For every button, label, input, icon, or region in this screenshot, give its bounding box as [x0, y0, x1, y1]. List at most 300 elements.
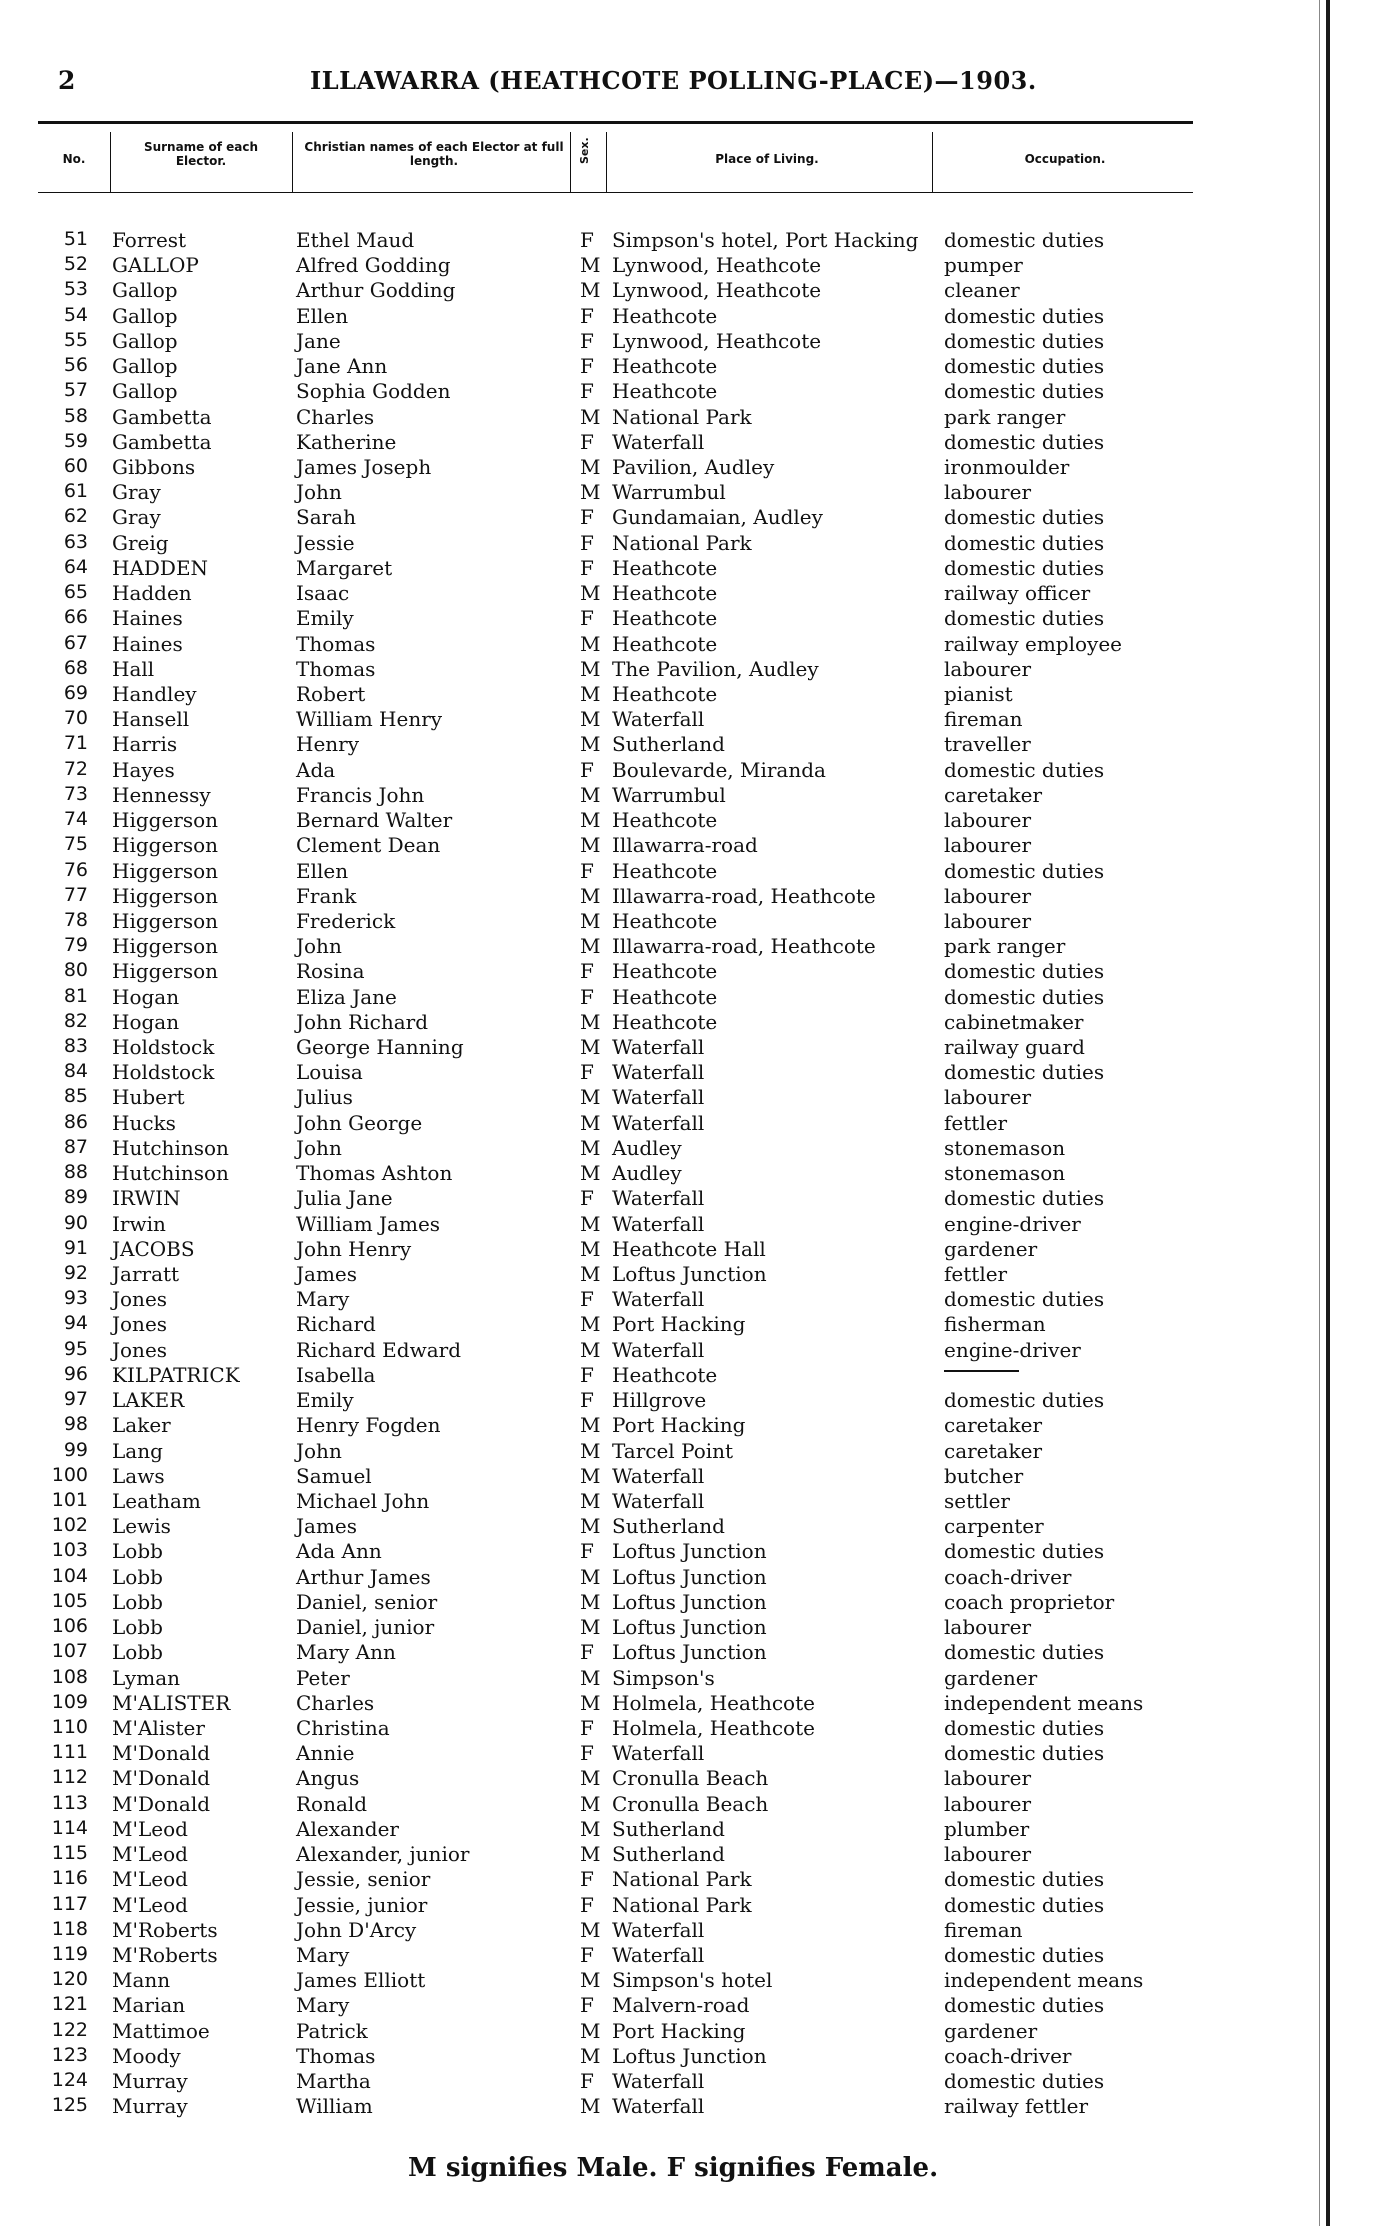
elector-surname: Gallop [112, 278, 178, 303]
elector-sex: M [580, 253, 601, 278]
elector-sex: M [580, 2094, 601, 2119]
elector-number: 97 [63, 1388, 88, 1411]
elector-place: Loftus Junction [612, 1262, 767, 1287]
table-row [0, 1489, 1382, 1514]
elector-christian-names: Mary [296, 1993, 350, 2018]
elector-occupation: labourer [944, 480, 1032, 505]
elector-place: Lynwood, Heathcote [612, 278, 822, 303]
table-row [0, 758, 1382, 783]
elector-surname: Higgerson [112, 934, 219, 959]
table-row [0, 2019, 1382, 2044]
table-row [0, 1111, 1382, 1136]
elector-christian-names: Patrick [296, 2018, 368, 2043]
elector-number: 106 [51, 1615, 88, 1638]
elector-occupation: labourer [944, 1085, 1032, 1110]
elector-occupation: park ranger [944, 934, 1066, 959]
elector-christian-names: Henry Fogden [296, 1413, 441, 1438]
elector-place: The Pavilion, Audley [612, 656, 819, 681]
elector-number: 69 [63, 681, 88, 704]
elector-number: 76 [63, 858, 88, 881]
elector-occupation: domestic duties [944, 429, 1105, 454]
elector-occupation: domestic duties [944, 1867, 1105, 1892]
elector-surname: Haines [112, 631, 183, 656]
elector-place: Heathcote [612, 1009, 718, 1034]
elector-christian-names: Alfred Godding [296, 253, 451, 278]
elector-occupation: plumber [944, 1816, 1030, 1841]
table-row [0, 329, 1382, 354]
table-row [0, 732, 1382, 757]
elector-occupation: fireman [944, 707, 1023, 732]
elector-number: 62 [63, 505, 88, 528]
table-row [0, 354, 1382, 379]
table-row [0, 1262, 1382, 1287]
elector-sex: M [580, 1791, 601, 1816]
col-header-occupation: Occupation. [1024, 152, 1106, 166]
table-row [0, 657, 1382, 682]
col-header-sex: Sex. [578, 137, 591, 164]
elector-christian-names: Jessie, senior [296, 1867, 431, 1892]
elector-occupation: independent means [944, 1968, 1144, 1993]
table-row [0, 531, 1382, 556]
elector-place: Port Hacking [612, 1413, 746, 1438]
elector-number: 112 [51, 1766, 88, 1789]
table-row [0, 1136, 1382, 1161]
elector-number: 51 [63, 228, 88, 250]
elector-surname: Gray [112, 505, 161, 530]
elector-number: 81 [63, 984, 88, 1007]
elector-place: Cronulla Beach [612, 1791, 769, 1816]
elector-christian-names: Julius [296, 1085, 353, 1110]
elector-surname: IRWIN [112, 1186, 181, 1211]
elector-place: Loftus Junction [612, 1539, 767, 1564]
elector-surname: Higgerson [112, 883, 219, 908]
table-row [0, 682, 1382, 707]
col-header-no: No. [62, 152, 86, 166]
elector-sex: M [580, 1262, 601, 1287]
elector-sex: F [580, 429, 594, 454]
elector-sex: F [580, 228, 594, 252]
elector-surname: M'Donald [112, 1791, 211, 1816]
table-row [0, 253, 1382, 278]
elector-occupation: stonemason [944, 1161, 1066, 1186]
elector-place: Heathcote [612, 631, 718, 656]
elector-place: Heathcote [612, 908, 718, 933]
elector-christian-names: Robert [296, 681, 366, 706]
elector-surname: Hucks [112, 1110, 176, 1135]
elector-sex: M [580, 1564, 601, 1589]
elector-occupation: traveller [944, 732, 1031, 757]
elector-christian-names: Louisa [296, 1060, 363, 1085]
table-row [0, 1237, 1382, 1262]
table-row [0, 1388, 1382, 1413]
column-divider [110, 132, 111, 192]
column-divider [570, 132, 571, 192]
elector-place: Waterfall [612, 1463, 705, 1488]
elector-place: Heathcote [612, 808, 718, 833]
sex-legend: M signifies Male. F signifies Female. [408, 2153, 939, 2183]
elector-sex: F [580, 354, 594, 379]
elector-surname: KILPATRICK [112, 1362, 240, 1387]
elector-place: Heathcote [612, 581, 718, 606]
elector-surname: M'Donald [112, 1766, 211, 1791]
elector-number: 72 [63, 757, 88, 780]
elector-place: Loftus Junction [612, 1564, 767, 1589]
elector-sex: M [580, 454, 601, 479]
elector-sex: F [580, 1388, 594, 1413]
elector-surname: Lobb [112, 1564, 163, 1589]
elector-surname: M'Leod [112, 1892, 188, 1917]
elector-occupation: pianist [944, 681, 1013, 706]
elector-occupation: labourer [944, 1615, 1032, 1640]
elector-place: Loftus Junction [612, 2043, 767, 2068]
elector-place: Simpson's hotel, Port Hacking [612, 228, 919, 252]
elector-surname: Murray [112, 2094, 188, 2119]
elector-place: Loftus Junction [612, 1640, 767, 1665]
elector-surname: HADDEN [112, 555, 209, 580]
elector-christian-names: Clement Dean [296, 833, 441, 858]
table-row [0, 278, 1382, 303]
elector-place: Waterfall [612, 1287, 705, 1312]
elector-place: Heathcote [612, 959, 718, 984]
elector-number: 52 [63, 253, 88, 276]
elector-christian-names: John D'Arcy [296, 1917, 417, 1942]
occupation-blank-dash [944, 1370, 1019, 1372]
elector-number: 105 [51, 1589, 88, 1612]
elector-sex: M [580, 1337, 601, 1362]
elector-number: 59 [63, 429, 88, 452]
elector-sex: F [580, 1186, 594, 1211]
elector-surname: Lang [112, 1438, 163, 1463]
elector-surname: Harris [112, 732, 178, 757]
elector-number: 108 [51, 1665, 88, 1688]
elector-surname: Handley [112, 681, 197, 706]
elector-occupation: domestic duties [944, 1388, 1105, 1413]
column-divider [606, 132, 607, 192]
elector-occupation: domestic duties [944, 328, 1105, 353]
elector-christian-names: Emily [296, 1388, 354, 1413]
elector-sex: M [580, 1514, 601, 1539]
elector-place: Warrumbul [612, 782, 726, 807]
elector-christian-names: James [296, 1262, 358, 1287]
elector-place: Gundamaian, Audley [612, 505, 823, 530]
elector-christian-names: James [296, 1514, 358, 1539]
page-title: ILLAWARRA (HEATHCOTE POLLING-PLACE)—1903. [310, 66, 1037, 95]
table-row [0, 959, 1382, 984]
elector-surname: M'ALISTER [112, 1690, 231, 1715]
elector-surname: Hogan [112, 1009, 180, 1034]
elector-surname: Laws [112, 1463, 165, 1488]
table-row [0, 581, 1382, 606]
page-edge-shadow [1319, 0, 1320, 2226]
elector-sex: F [580, 1060, 594, 1085]
elector-occupation: fisherman [944, 1312, 1046, 1337]
elector-christian-names: Ada Ann [296, 1539, 382, 1564]
elector-place: Waterfall [612, 429, 705, 454]
elector-sex: M [580, 1085, 601, 1110]
elector-sex: M [580, 1766, 601, 1791]
elector-place: Waterfall [612, 1186, 705, 1211]
elector-sex: F [580, 1993, 594, 2018]
elector-occupation: labourer [944, 883, 1032, 908]
elector-number: 68 [63, 656, 88, 679]
elector-surname: Hall [112, 656, 155, 681]
elector-christian-names: William James [296, 1211, 441, 1236]
table-row [0, 1439, 1382, 1464]
table-row [0, 1363, 1382, 1388]
elector-sex: F [580, 1715, 594, 1740]
table-row [0, 1590, 1382, 1615]
elector-occupation: domestic duties [944, 606, 1105, 631]
elector-number: 115 [51, 1842, 88, 1865]
elector-christian-names: Ellen [296, 303, 349, 328]
elector-christian-names: Rosina [296, 959, 365, 984]
elector-christian-names: William [296, 2094, 373, 2119]
elector-surname: Lobb [112, 1589, 163, 1614]
elector-occupation: independent means [944, 1690, 1144, 1715]
elector-number: 102 [51, 1514, 88, 1537]
elector-surname: Gibbons [112, 454, 196, 479]
elector-christian-names: Thomas Ashton [296, 1161, 453, 1186]
elector-sex: F [580, 530, 594, 555]
elector-occupation: domestic duties [944, 1942, 1105, 1967]
elector-sex: F [580, 1741, 594, 1766]
elector-place: Loftus Junction [612, 1589, 767, 1614]
elector-number: 95 [63, 1337, 88, 1360]
elector-surname: LAKER [112, 1388, 185, 1413]
elector-surname: Greig [112, 530, 169, 555]
elector-number: 75 [63, 833, 88, 856]
elector-christian-names: Arthur James [296, 1564, 431, 1589]
elector-christian-names: Mary [296, 1942, 350, 1967]
elector-surname: Hutchinson [112, 1135, 229, 1160]
elector-number: 79 [63, 934, 88, 957]
elector-occupation: labourer [944, 908, 1032, 933]
elector-place: Heathcote [612, 379, 718, 404]
elector-christian-names: Richard Edward [296, 1337, 461, 1362]
elector-place: Holmela, Heathcote [612, 1715, 815, 1740]
table-row [0, 1212, 1382, 1237]
elector-place: Waterfall [612, 1060, 705, 1085]
elector-place: Sutherland [612, 732, 725, 757]
elector-number: 122 [51, 2018, 88, 2041]
elector-sex: M [580, 707, 601, 732]
elector-place: Heathcote [612, 858, 718, 883]
elector-sex: M [580, 631, 601, 656]
elector-occupation: gardener [944, 1665, 1038, 1690]
elector-number: 53 [63, 278, 88, 301]
elector-occupation: domestic duties [944, 530, 1105, 555]
table-row [0, 1716, 1382, 1741]
elector-sex: M [580, 2043, 601, 2068]
elector-number: 71 [63, 732, 88, 755]
elector-place: Heathcote Hall [612, 1236, 766, 1261]
table-row [0, 783, 1382, 808]
elector-sex: M [580, 1035, 601, 1060]
elector-surname: Laker [112, 1413, 171, 1438]
elector-place: Port Hacking [612, 2018, 746, 2043]
elector-sex: M [580, 1161, 601, 1186]
table-row [0, 1565, 1382, 1590]
elector-number: 64 [63, 555, 88, 578]
table-row [0, 1993, 1382, 2018]
elector-christian-names: Thomas [296, 631, 376, 656]
table-row [0, 304, 1382, 329]
elector-number: 103 [51, 1539, 88, 1562]
elector-surname: GALLOP [112, 253, 199, 278]
elector-number: 94 [63, 1312, 88, 1335]
elector-christian-names: Margaret [296, 555, 393, 580]
elector-sex: F [580, 858, 594, 883]
elector-place: Pavilion, Audley [612, 454, 775, 479]
elector-surname: Gray [112, 480, 161, 505]
elector-christian-names: Richard [296, 1312, 376, 1337]
elector-number: 88 [63, 1161, 88, 1184]
elector-sex: F [580, 959, 594, 984]
elector-number: 98 [63, 1413, 88, 1436]
elector-occupation: caretaker [944, 1413, 1042, 1438]
elector-sex: F [580, 757, 594, 782]
table-row [0, 1741, 1382, 1766]
elector-occupation: park ranger [944, 404, 1066, 429]
elector-number: 56 [63, 354, 88, 377]
elector-place: Illawarra-road [612, 833, 758, 858]
elector-sex: F [580, 1539, 594, 1564]
table-row [0, 884, 1382, 909]
elector-number: 114 [51, 1816, 88, 1839]
elector-place: Waterfall [612, 1917, 705, 1942]
elector-number: 90 [63, 1211, 88, 1234]
elector-place: Heathcote [612, 984, 718, 1009]
col-header-christian: Christian names of each Elector at full length. [304, 140, 564, 168]
elector-place: Waterfall [612, 707, 705, 732]
table-row [0, 556, 1382, 581]
elector-number: 82 [63, 1009, 88, 1032]
elector-sex: M [580, 2018, 601, 2043]
elector-sex: M [580, 1236, 601, 1261]
elector-place: National Park [612, 404, 752, 429]
elector-place: Waterfall [612, 2094, 705, 2119]
table-row [0, 1539, 1382, 1564]
elector-occupation: labourer [944, 1766, 1032, 1791]
elector-christian-names: Alexander, junior [296, 1842, 470, 1867]
table-row [0, 1287, 1382, 1312]
elector-christian-names: Mary [296, 1287, 350, 1312]
column-divider [292, 132, 293, 192]
elector-christian-names: John George [296, 1110, 423, 1135]
elector-place: Port Hacking [612, 1312, 746, 1337]
elector-christian-names: Jane Ann [296, 354, 388, 379]
elector-surname: Mattimoe [112, 2018, 210, 2043]
table-row [0, 1035, 1382, 1060]
elector-christian-names: Samuel [296, 1463, 372, 1488]
elector-occupation: railway employee [944, 631, 1122, 656]
elector-place: Waterfall [612, 1211, 705, 1236]
elector-surname: M'Leod [112, 1816, 188, 1841]
elector-sex: M [580, 1463, 601, 1488]
elector-sex: M [580, 1489, 601, 1513]
elector-occupation: domestic duties [944, 379, 1105, 404]
elector-place: National Park [612, 530, 752, 555]
elector-christian-names: Ethel Maud [296, 228, 415, 252]
elector-occupation: domestic duties [944, 858, 1105, 883]
elector-place: Lynwood, Heathcote [612, 253, 822, 278]
elector-christian-names: Thomas [296, 656, 376, 681]
elector-occupation: domestic duties [944, 1539, 1105, 1564]
elector-place: Hillgrove [612, 1388, 707, 1413]
elector-christian-names: Charles [296, 404, 375, 429]
elector-sex: M [580, 808, 601, 833]
table-row [0, 1085, 1382, 1110]
elector-number: 117 [51, 1892, 88, 1915]
elector-christian-names: John Richard [296, 1009, 429, 1034]
elector-occupation: domestic duties [944, 505, 1105, 530]
elector-christian-names: Julia Jane [296, 1186, 393, 1211]
elector-surname: Hubert [112, 1085, 185, 1110]
elector-number: 80 [63, 959, 88, 982]
elector-sex: F [580, 1640, 594, 1665]
table-row [0, 430, 1382, 455]
elector-sex: M [580, 480, 601, 505]
table-row [0, 707, 1382, 732]
elector-occupation: engine-driver [944, 1211, 1081, 1236]
elector-number: 54 [63, 303, 88, 326]
elector-occupation: domestic duties [944, 984, 1105, 1009]
table-row [0, 1943, 1382, 1968]
elector-place: Cronulla Beach [612, 1766, 769, 1791]
elector-occupation: stonemason [944, 1135, 1066, 1160]
elector-occupation: carpenter [944, 1514, 1044, 1539]
table-row [0, 1161, 1382, 1186]
elector-occupation: coach proprietor [944, 1589, 1115, 1614]
elector-christian-names: Isabella [296, 1362, 376, 1387]
elector-surname: Hayes [112, 757, 175, 782]
elector-number: 86 [63, 1110, 88, 1133]
elector-occupation: labourer [944, 656, 1032, 681]
elector-place: Waterfall [612, 1942, 705, 1967]
elector-number: 104 [51, 1564, 88, 1587]
elector-sex: M [580, 278, 601, 303]
elector-sex: F [580, 555, 594, 580]
elector-sex: M [580, 732, 601, 757]
elector-number: 77 [63, 883, 88, 906]
elector-number: 125 [51, 2094, 88, 2117]
elector-surname: Jones [112, 1337, 168, 1362]
table-row [0, 632, 1382, 657]
elector-occupation: coach-driver [944, 1564, 1072, 1589]
elector-number: 85 [63, 1085, 88, 1108]
elector-number: 70 [63, 707, 88, 730]
elector-sex: F [580, 1892, 594, 1917]
elector-occupation: engine-driver [944, 1337, 1081, 1362]
elector-christian-names: Charles [296, 1690, 375, 1715]
elector-surname: Forrest [112, 228, 187, 252]
elector-occupation: caretaker [944, 1438, 1042, 1463]
elector-place: Audley [612, 1161, 682, 1186]
elector-sex: M [580, 1968, 601, 1993]
column-divider [932, 132, 933, 192]
elector-number: 109 [51, 1690, 88, 1713]
table-row [0, 1338, 1382, 1363]
elector-occupation: domestic duties [944, 959, 1105, 984]
elector-occupation: settler [944, 1489, 1010, 1513]
elector-sex: F [580, 1942, 594, 1967]
elector-sex: F [580, 328, 594, 353]
elector-sex: M [580, 1211, 601, 1236]
column-header-rule [38, 192, 1193, 193]
elector-surname: Mann [112, 1968, 171, 1993]
elector-surname: Murray [112, 2069, 188, 2094]
table-row [0, 1514, 1382, 1539]
